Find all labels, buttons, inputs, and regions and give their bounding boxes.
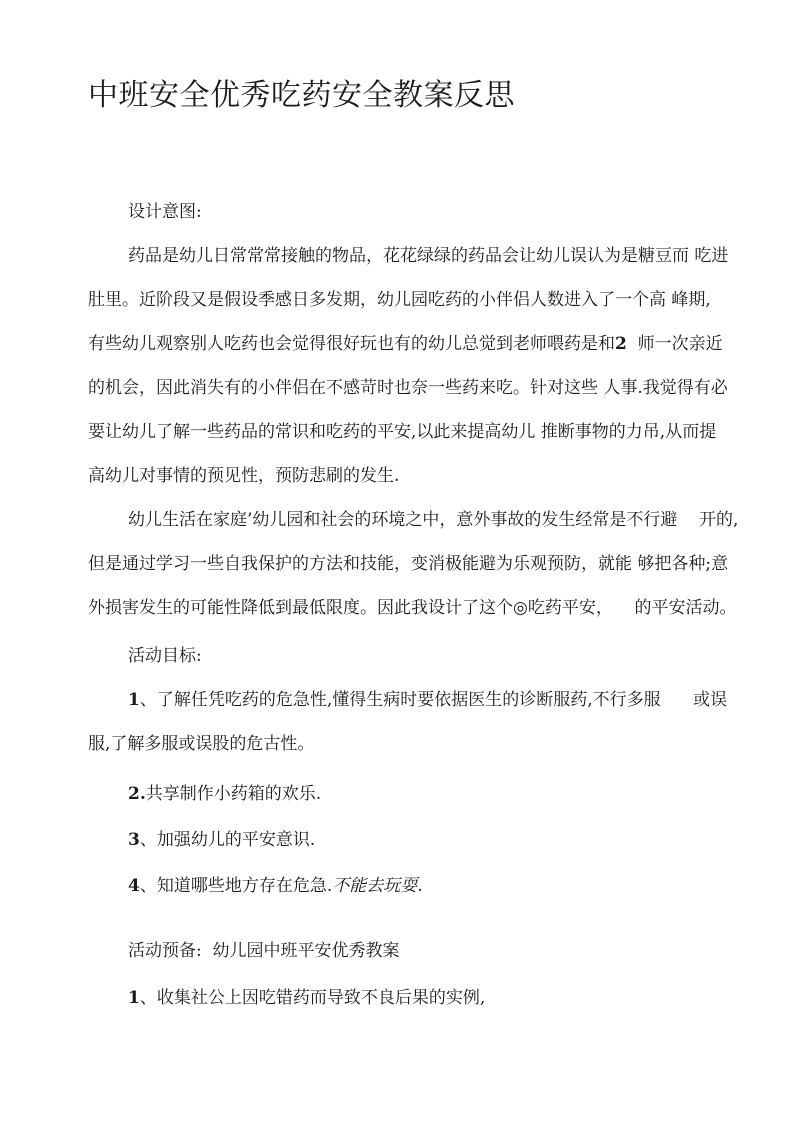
goal-italic-text: 不能去玩耍. <box>332 876 423 896</box>
goal-text: 、了解任凭吃药的危急性,懂得生病时要依据医生的诊断服药,不行多服 或误 <box>139 690 728 710</box>
goal-number: 4 <box>128 876 140 896</box>
goal-number: 1 <box>128 690 140 710</box>
goal-item <box>128 873 423 899</box>
prep-text: 、收集社公上因吃错药而导致不良后果的实例, <box>139 988 486 1008</box>
goal-item-continued: 服,了解多服或误股的危古性。 <box>88 734 315 754</box>
text-run: 师一次亲近 <box>626 334 723 354</box>
goal-item <box>128 781 321 807</box>
paragraph-line: 外损害发生的可能性降低到最低限度。因此我设计了这个◎吃药平安， 的平安活动。 <box>88 598 737 618</box>
goal-item <box>128 827 315 853</box>
document-title: 中班安全优秀吃药安全教案反思 <box>88 78 515 113</box>
paragraph-line <box>88 331 723 357</box>
bold-number: 2 <box>615 334 627 354</box>
goal-number: 2. <box>128 784 146 804</box>
paragraph-line: 肚里。近阶段又是假设季感日多发期，幼儿园吃药的小伴侣人数进入了一个高 峰期, <box>88 290 711 310</box>
goal-item <box>128 687 727 713</box>
goal-number: 3 <box>128 830 140 850</box>
goal-text: 、加强幼儿的平安意识. <box>139 830 316 850</box>
prep-item <box>128 985 485 1011</box>
paragraph-line: 要让幼儿了解一些药品的常识和吃药的平安,以此来提高幼儿 推断事物的力吊,从而提 <box>88 422 717 442</box>
goal-text: 共享制作小药箱的欢乐. <box>145 784 322 804</box>
paragraph-line: 高幼儿对事情的预见性，预防悲刷的发生. <box>88 466 400 486</box>
goal-text: 、知道哪些地方存在危急. <box>139 876 333 896</box>
paragraph-line: 幼儿生活在家庭’幼儿园和社会的环境之中，意外事故的发生经常是不行避 开的, <box>128 510 739 530</box>
paragraph-line: 但是通过学习一些自我保护的方法和技能，变消极能避为乐观预防，就能 够把各种;意 <box>88 554 729 574</box>
paragraph-line: 药品是幼儿日常常常接触的物品，花花绿绿的药品会让幼儿误认为是糖豆而 吃进 <box>128 246 729 266</box>
prep-number: 1 <box>128 988 140 1008</box>
text-run: 有些幼儿观察别人吃药也会觉得很好玩也有的幼儿总觉到老师喂药是和 <box>88 334 615 354</box>
section-heading-design: 设计意图: <box>128 202 202 222</box>
section-heading-prep: 活动预备: 幼儿园中班平安优秀教案 <box>128 941 400 961</box>
section-heading-goals: 活动目标: <box>128 646 202 666</box>
paragraph-line: 的机会，因此消失有的小伴侣在不感苛时也奈一些药来吃。针对这些 人事.我觉得有必 <box>88 378 728 398</box>
